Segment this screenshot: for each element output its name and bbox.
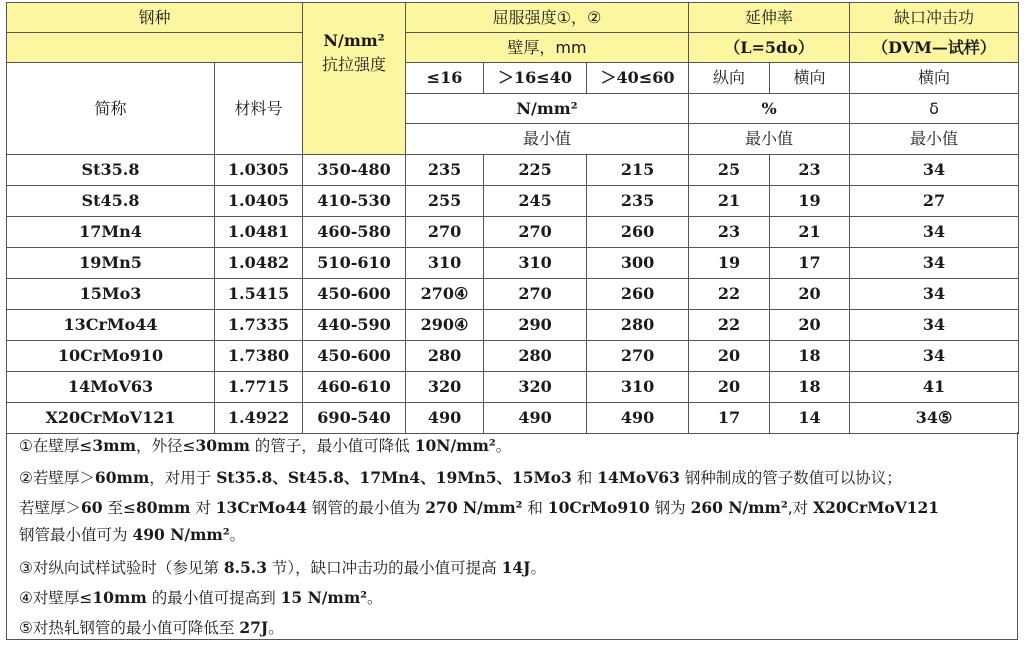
header-steel-grade-cont: [7, 33, 303, 63]
material-no-cell: 1.0405: [215, 186, 303, 217]
elong-trans-cell: 23: [770, 155, 850, 186]
steel-name-cell: 10CrMo910: [7, 341, 215, 372]
yield-le16-cell: 270: [406, 217, 484, 248]
table-row: [7, 372, 1019, 403]
footnote-4: ④对壁厚≤10mm 的最小值可提高到 15 N/mm²。: [19, 588, 383, 607]
tensile-cell: 460-580: [303, 217, 406, 248]
yield-40-60-cell: 270: [587, 341, 689, 372]
material-no-cell: 1.5415: [215, 279, 303, 310]
header-elong-min: 最小值: [689, 124, 850, 155]
table-row: [7, 155, 1019, 186]
footnote-3: ③对纵向试样试验时（参见第 8.5.3 节），缺口冲击功的最小值可提高 14J。: [19, 558, 547, 577]
elong-long-cell: 20: [689, 372, 770, 403]
steel-name-cell: X20CrMoV121: [7, 403, 215, 434]
elong-long-cell: 19: [689, 248, 770, 279]
impact-cell: 34: [850, 310, 1019, 341]
steel-name-cell: 19Mn5: [7, 248, 215, 279]
footnotes: [6, 432, 1018, 640]
header-wall-thickness: 壁厚，mm: [406, 33, 689, 63]
impact-cell: 34: [850, 279, 1019, 310]
table-row: [7, 217, 1019, 248]
table-row: [7, 248, 1019, 279]
steel-name-cell: 15Mo3: [7, 279, 215, 310]
elong-long-cell: 20: [689, 341, 770, 372]
footnote-2-line-3: 钢管最小值可为 490 N/mm²。: [19, 525, 246, 544]
yield-le16-cell: 320: [406, 372, 484, 403]
yield-40-60-cell: 260: [587, 279, 689, 310]
tensile-label: 抗拉强度: [322, 54, 387, 74]
tensile-cell: 450-600: [303, 279, 406, 310]
yield-le16-cell: 490: [406, 403, 484, 434]
elong-long-cell: 22: [689, 279, 770, 310]
header-impact-min: 最小值: [850, 124, 1019, 155]
elong-trans-cell: 21: [770, 217, 850, 248]
impact-cell: 27: [850, 186, 1019, 217]
yield-le16-cell: 235: [406, 155, 484, 186]
yield-le16-cell: 255: [406, 186, 484, 217]
header-yield-unit: N/mm²: [406, 94, 689, 124]
elong-trans-cell: 19: [770, 186, 850, 217]
yield-40-60-cell: 490: [587, 403, 689, 434]
elong-trans-cell: 17: [770, 248, 850, 279]
yield-16-40-cell: 290: [484, 310, 587, 341]
yield-40-60-cell: 280: [587, 310, 689, 341]
material-no-cell: 1.7715: [215, 372, 303, 403]
steel-name-cell: St35.8: [7, 155, 215, 186]
elong-long-cell: 22: [689, 310, 770, 341]
header-thk-3: ＞40≤60: [587, 63, 689, 94]
elong-trans-cell: 20: [770, 279, 850, 310]
header-yield-min: 最小值: [406, 124, 689, 155]
header-yield-strength: 屈服强度①，②: [406, 3, 689, 33]
table-row: [7, 403, 1019, 434]
yield-le16-cell: 290④: [406, 310, 484, 341]
yield-le16-cell: 280: [406, 341, 484, 372]
yield-le16-cell: 270④: [406, 279, 484, 310]
footnote-5: ⑤对热轧钢管的最小值可降低至 27J。: [19, 618, 284, 637]
header-tensile-strength: [303, 3, 406, 155]
elong-trans-cell: 18: [770, 372, 850, 403]
impact-cell: 34: [850, 248, 1019, 279]
elong-trans-cell: 20: [770, 310, 850, 341]
impact-cell: 34⑤: [850, 403, 1019, 434]
header-material-no: 材料号: [215, 63, 303, 155]
header-longitudinal: 纵向: [689, 63, 770, 94]
yield-40-60-cell: 300: [587, 248, 689, 279]
yield-16-40-cell: 225: [484, 155, 587, 186]
table-row: [7, 310, 1019, 341]
material-no-cell: 1.0482: [215, 248, 303, 279]
tensile-cell: 450-600: [303, 341, 406, 372]
footnote-1: ①在壁厚≤3mm，外径≤30mm 的管子，最小值可降低 10N/mm²。: [19, 436, 512, 455]
footnote-2-line-2: 若壁厚＞60 至≤80mm 对 13CrMo44 钢管的最小值为 270 N/mm² 和 10CrMo910 钢为 260 N/mm²,对 X20CrMoV121: [19, 498, 940, 517]
steel-spec-table: [6, 2, 1019, 434]
material-no-cell: 1.0305: [215, 155, 303, 186]
yield-16-40-cell: 270: [484, 217, 587, 248]
impact-cell: 41: [850, 372, 1019, 403]
impact-cell: 34: [850, 341, 1019, 372]
material-no-cell: 1.4922: [215, 403, 303, 434]
material-no-cell: 1.7335: [215, 310, 303, 341]
header-steel-grade: 钢种: [7, 3, 303, 33]
elong-long-cell: 21: [689, 186, 770, 217]
elong-trans-cell: 18: [770, 341, 850, 372]
yield-le16-cell: 310: [406, 248, 484, 279]
steel-name-cell: 13CrMo44: [7, 310, 215, 341]
header-thk-2: ＞16≤40: [484, 63, 587, 94]
tensile-cell: 410-530: [303, 186, 406, 217]
yield-40-60-cell: 235: [587, 186, 689, 217]
yield-16-40-cell: 320: [484, 372, 587, 403]
steel-name-cell: 17Mn4: [7, 217, 215, 248]
yield-16-40-cell: 280: [484, 341, 587, 372]
tensile-cell: 460-610: [303, 372, 406, 403]
header-impact-symbol: δ: [850, 94, 1019, 124]
header-elong-unit: %: [689, 94, 850, 124]
tensile-cell: 350-480: [303, 155, 406, 186]
elong-long-cell: 23: [689, 217, 770, 248]
material-no-cell: 1.7380: [215, 341, 303, 372]
tensile-cell: 690-540: [303, 403, 406, 434]
yield-40-60-cell: 310: [587, 372, 689, 403]
table-row: [7, 186, 1019, 217]
elong-trans-cell: 14: [770, 403, 850, 434]
header-thk-1: ≤16: [406, 63, 484, 94]
header-impact-sub: （DVM—试样）: [850, 33, 1019, 63]
yield-16-40-cell: 310: [484, 248, 587, 279]
footnote-2-line-1: ②若壁厚＞60mm，对用于 St35.8、St45.8、17Mn4、19Mn5、15Mo3 和 14MoV63 钢种制成的管子数值可以协议；: [19, 468, 902, 487]
steel-name-cell: St45.8: [7, 186, 215, 217]
header-elongation-sub: （L=5do）: [689, 33, 850, 63]
tensile-cell: 440-590: [303, 310, 406, 341]
steel-name-cell: 14MoV63: [7, 372, 215, 403]
header-impact: 缺口冲击功: [850, 3, 1019, 33]
material-no-cell: 1.0481: [215, 217, 303, 248]
header-transverse: 横向: [770, 63, 850, 94]
elong-long-cell: 17: [689, 403, 770, 434]
yield-16-40-cell: 270: [484, 279, 587, 310]
impact-cell: 34: [850, 217, 1019, 248]
impact-cell: 34: [850, 155, 1019, 186]
header-elongation: 延伸率: [689, 3, 850, 33]
table-row: [7, 279, 1019, 310]
yield-40-60-cell: 260: [587, 217, 689, 248]
yield-40-60-cell: 215: [587, 155, 689, 186]
yield-16-40-cell: 490: [484, 403, 587, 434]
header-impact-transverse: 横向: [850, 63, 1019, 94]
table-row: [7, 341, 1019, 372]
header-abbr: 简称: [7, 63, 215, 155]
elong-long-cell: 25: [689, 155, 770, 186]
yield-16-40-cell: 245: [484, 186, 587, 217]
tensile-cell: 510-610: [303, 248, 406, 279]
tensile-unit: N/mm²: [323, 30, 385, 50]
